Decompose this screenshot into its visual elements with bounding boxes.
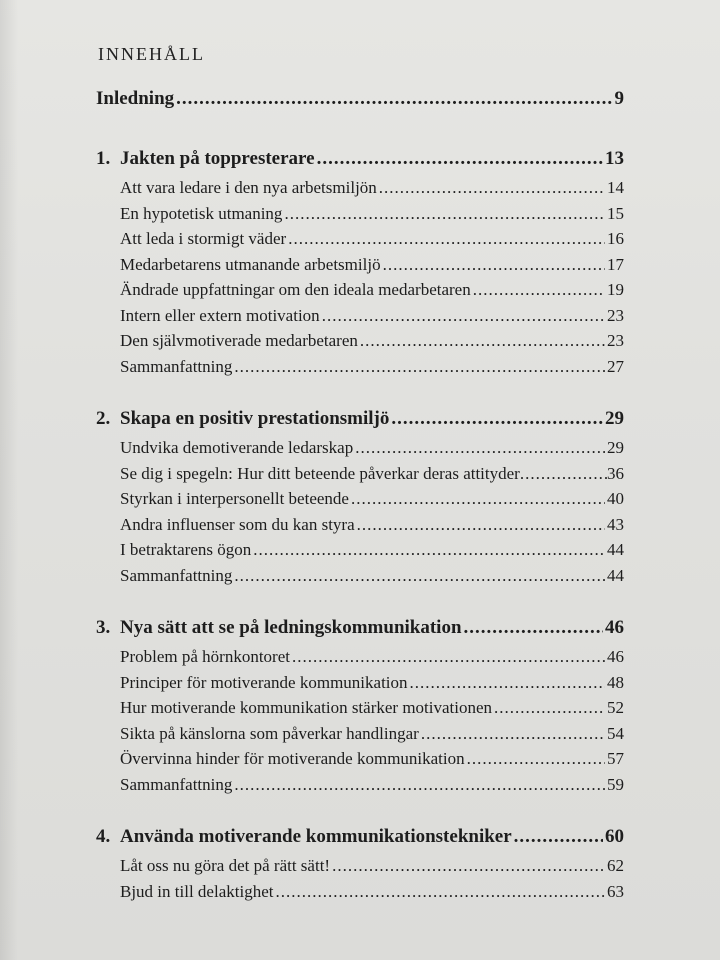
dot-leader — [520, 464, 607, 484]
dot-leader — [292, 647, 605, 667]
toc-entry-title: Sikta på känslorna som påverkar handlingar — [120, 723, 419, 743]
table-of-contents — [96, 88, 624, 933]
toc-entry — [96, 673, 624, 699]
toc-entry-page: 19 — [607, 280, 624, 299]
toc-entry-title: Sammanfattning — [120, 565, 233, 585]
chapter-page: 46 — [605, 617, 624, 638]
toc-entry-page: 9 — [614, 88, 624, 109]
toc-entry — [96, 357, 624, 383]
chapter-number: 2. — [96, 408, 111, 429]
toc-entry-title: Bjud in till delaktighet — [120, 881, 274, 901]
toc-entry-title: Hur motiverande kommunikation stärker motivationen — [120, 698, 493, 717]
toc-entry — [96, 515, 624, 541]
dot-leader — [494, 698, 605, 718]
dot-leader — [234, 357, 605, 377]
chapter-2 — [96, 408, 624, 591]
toc-entry — [96, 204, 624, 230]
toc-entry-page: 14 — [607, 178, 624, 197]
dot-leader — [421, 724, 605, 744]
toc-entry-intro — [96, 88, 624, 118]
toc-entry-title: Låt oss nu göra det på rätt sätt! — [120, 856, 331, 875]
dot-leader — [355, 438, 605, 458]
toc-entry-page: 52 — [607, 698, 624, 717]
toc-entry-page: 43 — [607, 514, 624, 534]
toc-entry-title: Undvika demotiverande ledarskap — [120, 438, 354, 457]
toc-entry-page: 54 — [607, 723, 624, 743]
chapter-heading — [96, 148, 624, 178]
toc-entry-title: Att vara ledare i den nya arbetsmiljön — [120, 178, 377, 197]
dot-leader — [351, 489, 605, 509]
dot-leader — [467, 749, 605, 769]
toc-entry-page: 59 — [607, 774, 624, 794]
toc-entry-page: 23 — [607, 305, 624, 325]
chapter-3 — [96, 617, 624, 800]
chapter-heading — [96, 826, 624, 856]
dot-leader — [514, 826, 603, 848]
toc-entry — [96, 438, 624, 464]
toc-entry-page: 15 — [607, 203, 624, 223]
chapter-page: 60 — [605, 826, 624, 847]
toc-entry-page: 46 — [607, 647, 624, 666]
chapter-4 — [96, 826, 624, 907]
toc-entry-title: Styrkan i interpersonellt beteende — [120, 489, 349, 508]
toc-entry-title: Intern eller extern motivation — [120, 305, 320, 325]
chapter-title: Nya sätt att se på ledningskommunikation — [120, 617, 462, 638]
chapter-page: 13 — [605, 148, 624, 169]
toc-entry-title: Medarbetarens utmanande arbetsmiljö — [120, 254, 381, 274]
toc-entry-page: 57 — [607, 749, 624, 768]
toc-entry — [96, 856, 624, 882]
toc-entry-title: Övervinna hinder för motiverande kommunikation — [120, 749, 465, 768]
dot-leader — [464, 617, 603, 639]
toc-entry-page: 17 — [607, 254, 624, 274]
chapter-number: 3. — [96, 617, 111, 638]
toc-entry-page: 23 — [607, 331, 624, 350]
toc-entry — [96, 255, 624, 281]
toc-entry-page: 36 — [607, 463, 624, 483]
dot-leader — [357, 515, 605, 535]
chapter-page: 29 — [605, 408, 624, 429]
chapter-title: Skapa en positiv prestationsmiljö — [120, 408, 390, 429]
dot-leader — [253, 540, 605, 560]
toc-entry-title: Den självmotiverade medarbetaren — [120, 331, 358, 350]
dot-leader — [176, 88, 612, 110]
toc-entry-page: 29 — [607, 438, 624, 457]
toc-entry — [96, 775, 624, 801]
chapter-number: 4. — [96, 826, 111, 847]
toc-entry — [96, 489, 624, 515]
toc-entry-title: Principer för motiverande kommunikation — [120, 672, 408, 692]
dot-leader — [317, 148, 603, 170]
toc-entry — [96, 698, 624, 724]
dot-leader — [391, 408, 603, 430]
toc-entry-title: En hypotetisk utmaning — [120, 203, 283, 223]
chapter-title: Jakten på toppresterare — [120, 148, 315, 169]
toc-entry-page: 16 — [607, 229, 624, 248]
dot-leader — [410, 673, 605, 693]
toc-entry — [96, 306, 624, 332]
toc-entry-title: Se dig i spegeln: Hur ditt beteende påverkar deras attityder — [120, 463, 520, 483]
toc-entry — [96, 882, 624, 908]
toc-entry-title: Ändrade uppfattningar om den ideala medarbetaren — [120, 280, 471, 299]
toc-entry — [96, 229, 624, 255]
page-title: INNEHÅLL — [98, 44, 205, 64]
dot-leader — [234, 566, 605, 586]
page-shadow — [0, 0, 18, 960]
dot-leader — [332, 856, 605, 876]
chapter-title: Använda motiverande kommunikationstekniker — [120, 826, 512, 847]
dot-leader — [275, 882, 605, 902]
toc-entry-page: 44 — [607, 565, 624, 585]
toc-entry — [96, 647, 624, 673]
toc-entry-title: Att leda i stormigt väder — [120, 229, 287, 248]
toc-entry-title: Sammanfattning — [120, 774, 233, 794]
toc-entry-title: Inledning — [96, 88, 175, 109]
dot-leader — [379, 178, 605, 198]
dot-leader — [284, 204, 605, 224]
toc-entry-page: 44 — [607, 540, 624, 559]
toc-entry — [96, 280, 624, 306]
dot-leader — [383, 255, 605, 275]
dot-leader — [322, 306, 605, 326]
toc-entry — [96, 749, 624, 775]
toc-entry-title: Andra influenser som du kan styra — [120, 514, 355, 534]
chapter-heading — [96, 408, 624, 438]
toc-entry-title: Sammanfattning — [120, 356, 233, 376]
toc-entry-page: 63 — [607, 881, 624, 901]
toc-entry-title: Problem på hörnkontoret — [120, 647, 290, 666]
chapter-heading — [96, 617, 624, 647]
toc-entry-page: 40 — [607, 489, 624, 508]
dot-leader — [234, 775, 605, 795]
dot-leader — [360, 331, 605, 351]
toc-entry — [96, 540, 624, 566]
toc-entry-page: 62 — [607, 856, 624, 875]
chapter-number: 1. — [96, 148, 111, 169]
chapter-1 — [96, 148, 624, 382]
toc-entry-title: I betraktarens ögon — [120, 540, 252, 559]
dot-leader — [288, 229, 605, 249]
toc-entry-page: 48 — [607, 672, 624, 692]
toc-entry — [96, 724, 624, 750]
toc-entry — [96, 331, 624, 357]
toc-entry-page: 27 — [607, 356, 624, 376]
toc-entry — [96, 464, 624, 490]
toc-entry — [96, 566, 624, 592]
dot-leader — [473, 280, 605, 300]
toc-entry — [96, 178, 624, 204]
